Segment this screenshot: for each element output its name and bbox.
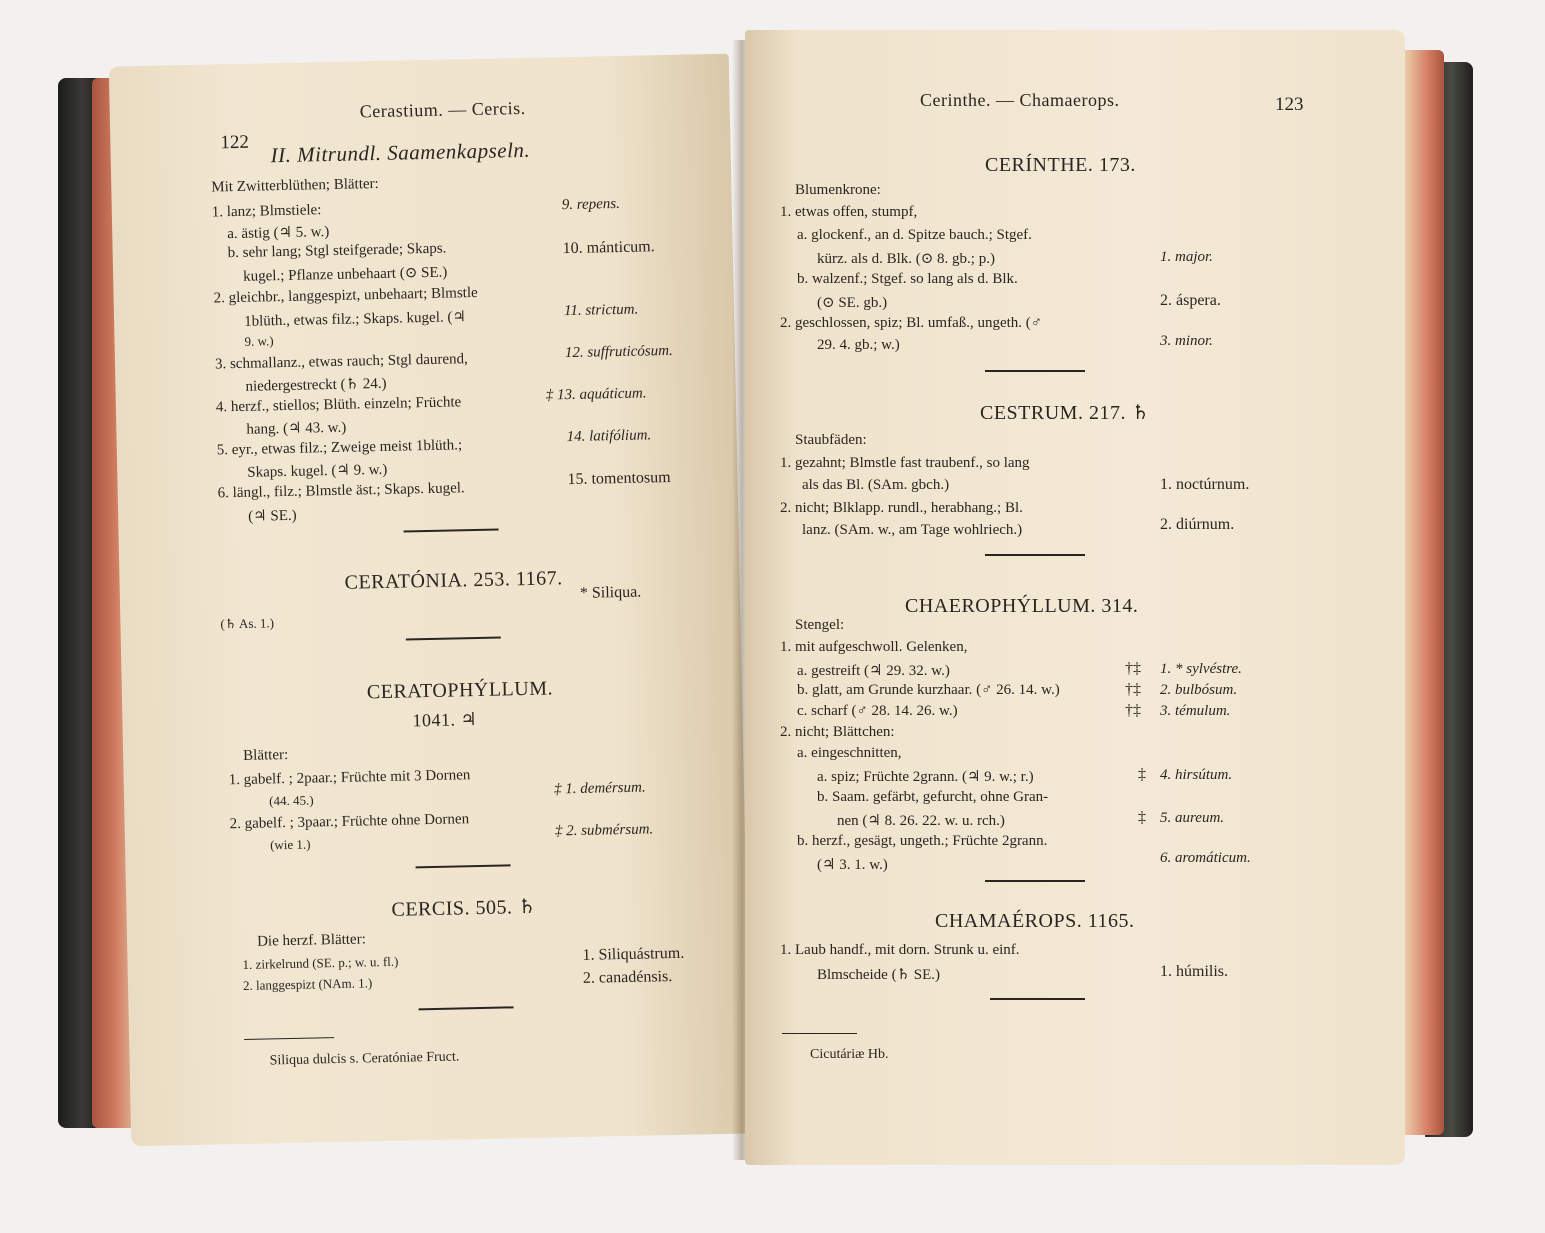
- entry-line: Skaps. kugel. (♃ 9. w.): [247, 461, 388, 481]
- section-title: II. Mitrundl. Saamenkapseln.: [270, 137, 531, 168]
- dagger-mark: †‡: [1125, 660, 1141, 677]
- entry-line: 3. schmallanz., etwas rauch; Stgl daurend,: [214, 351, 468, 373]
- entry-line: (wie 1.): [269, 836, 311, 853]
- species-name: 11. strictum.: [563, 301, 639, 320]
- footnote: Siliqua dulcis s. Ceratóniae Fruct.: [269, 1049, 460, 1069]
- species-name: 15. tomentosum: [567, 468, 671, 489]
- divider: [985, 370, 1085, 372]
- entry-line: niedergestreckt (♄ 24.): [245, 375, 387, 395]
- entry-line: c. scharf (♂ 28. 14. 26. w.): [797, 703, 958, 719]
- entry-line: Blmscheide (♄ SE.): [817, 967, 941, 983]
- entry-line: (♃ 3. 1. w.): [817, 857, 888, 873]
- running-head: Cerinthe. — Chamaerops.: [920, 90, 1120, 110]
- species-name: 2. canadénsis.: [582, 968, 673, 987]
- dagger-mark: ‡: [1138, 766, 1146, 783]
- entry-line: 1. zirkelrund (SE. p.; w. u. fl.): [242, 953, 399, 973]
- footnote-rule: [782, 1033, 857, 1034]
- entry-line: b. Saam. gefärbt, gefurcht, ohne Gran-: [817, 789, 1049, 805]
- running-head: Cerastium. — Cercis.: [359, 97, 526, 122]
- genus-subheading: 1041. ♃: [412, 709, 478, 731]
- entry-line: a. glockenf., an d. Spitze bauch.; Stgef.: [797, 227, 1032, 243]
- dagger-mark: †‡: [1125, 702, 1141, 719]
- genus-heading: CHAMAÉROPS. 1165.: [935, 910, 1135, 932]
- entry-line: a. spiz; Früchte 2grann. (♃ 9. w.; r.): [817, 769, 1034, 785]
- divider: [985, 880, 1085, 882]
- entry-line: kürz. als d. Blk. (⊙ 8. gb.; p.): [817, 251, 995, 267]
- divider: [985, 554, 1085, 556]
- entry-line: (44. 45.): [269, 792, 314, 809]
- entry-line: 1. gezahnt; Blmstle fast traubenf., so lang: [780, 455, 1030, 471]
- species-name: 1. major.: [1160, 249, 1213, 265]
- species-name: 12. suffruticósum.: [564, 342, 673, 362]
- divider: [419, 1006, 514, 1010]
- genus-heading: CHAEROPHÝLLUM. 314.: [905, 595, 1139, 617]
- entry-line: b. walzenf.; Stgef. so lang als d. Blk.: [797, 271, 1018, 287]
- genus-heading: CERÍNTHE. 173.: [985, 154, 1136, 176]
- divider: [406, 637, 501, 641]
- entry-line: a. eingeschnitten,: [797, 745, 902, 761]
- entry-line: 1. etwas offen, stumpf,: [780, 204, 918, 220]
- species-name: * Siliqua.: [579, 583, 642, 602]
- species-name: ‡ 13. aquáticum.: [545, 385, 647, 404]
- species-name: 2. áspera.: [1160, 292, 1221, 309]
- species-name: 10. mánticum.: [562, 238, 655, 258]
- intro-line: Blumenkrone:: [795, 182, 881, 198]
- entry-line: a. ästig (♃ 5. w.): [227, 224, 330, 243]
- divider: [990, 998, 1085, 1000]
- entry-line: 29. 4. gb.; w.): [817, 337, 900, 353]
- entry-line: (♄ As. 1.): [220, 615, 275, 632]
- entry-line: lanz. (SAm. w., am Tage wohlriech.): [802, 522, 1023, 538]
- entry-line: kugel.; Pflanze unbehaart (⊙ SE.): [243, 264, 448, 285]
- species-name: 6. aromáticum.: [1160, 850, 1251, 866]
- entry-line: 4. herzf., stiellos; Blüth. einzeln; Früchte: [215, 394, 462, 416]
- species-name: 9. repens.: [561, 195, 621, 214]
- species-name: 1. * sylvéstre.: [1160, 661, 1242, 677]
- species-name: 2. bulbósum.: [1160, 682, 1238, 698]
- divider: [404, 529, 499, 533]
- entry-line: 1blüth., etwas filz.; Skaps. kugel. (♃: [243, 309, 467, 330]
- entry-line: hang. (♃ 43. w.): [246, 419, 347, 438]
- entry-line: 6. längl., filz.; Blmstle äst.; Skaps. kugel.: [217, 480, 465, 502]
- intro-line: Staubfäden:: [795, 432, 867, 448]
- entry-line: 2. langgespizt (NAm. 1.): [242, 975, 373, 993]
- species-name: 5. aureum.: [1160, 810, 1225, 826]
- species-name: 2. diúrnum.: [1160, 516, 1235, 533]
- species-name: 1. húmilis.: [1160, 963, 1229, 980]
- species-name: 1. Siliquástrum.: [582, 944, 685, 964]
- entry-line: 1. mit aufgeschwoll. Gelenken,: [780, 639, 968, 655]
- species-name: 4. hirsútum.: [1160, 767, 1233, 783]
- genus-heading: CERATÓNIA. 253. 1167.: [344, 567, 563, 594]
- species-name: ‡ 2. submérsum.: [554, 821, 654, 840]
- genus-heading: CERATOPHÝLLUM.: [366, 677, 554, 704]
- entry-line: 9. w.): [244, 333, 274, 349]
- entry-line: nen (♃ 8. 26. 22. w. u. rch.): [837, 813, 1005, 829]
- entry-line: 5. eyr., etwas filz.; Zweige meist 1blüth.;: [216, 437, 463, 459]
- entry-line: 1. lanz; Blmstiele:: [211, 202, 322, 221]
- page-number: 122: [220, 131, 250, 154]
- divider: [416, 864, 511, 868]
- entry-line: als das Bl. (SAm. gbch.): [802, 477, 950, 493]
- entry-line: b. glatt, am Grunde kurzhaar. (♂ 26. 14. w.): [797, 682, 1060, 698]
- intro-line: Stengel:: [795, 617, 845, 633]
- entry-line: 1. Laub handf., mit dorn. Strunk u. einf.: [780, 942, 1020, 958]
- species-name: 3. minor.: [1160, 333, 1213, 349]
- intro-line: Die herzf. Blätter:: [256, 931, 366, 950]
- entry-line: 2. gleichbr., langgespizt, unbehaart; Blmstle: [213, 284, 478, 307]
- entry-line: b. herzf., gesägt, ungeth.; Früchte 2grann.: [797, 833, 1048, 849]
- entry-line: b. sehr lang; Stgl steifgerade; Skaps.: [227, 240, 447, 262]
- intro-line: Blätter:: [243, 747, 289, 764]
- entry-line: 2. geschlossen, spiz; Bl. umfaß., ungeth. (♂: [780, 315, 1043, 331]
- species-name: 3. témulum.: [1160, 703, 1231, 719]
- page-number: 123: [1275, 94, 1304, 115]
- right-page: [745, 30, 1405, 1165]
- genus-heading: CESTRUM. 217. ♄: [980, 402, 1150, 424]
- genus-heading: CERCIS. 505. ♄: [391, 895, 537, 921]
- species-name: 1. noctúrnum.: [1160, 476, 1250, 493]
- intro-line: Mit Zwitterblüthen; Blätter:: [211, 175, 379, 196]
- footnote-rule: [244, 1037, 334, 1040]
- entry-line: 2. gabelf. ; 3paar.; Früchte ohne Dornen: [229, 811, 470, 833]
- footnote: Cicutáriæ Hb.: [810, 1047, 889, 1062]
- entry-line: 2. nicht; Blättchen:: [780, 724, 895, 740]
- entry-line: (⊙ SE. gb.): [817, 295, 888, 311]
- left-page: [109, 54, 751, 1147]
- dagger-mark: ‡: [1138, 809, 1146, 826]
- species-name: ‡ 1. demérsum.: [553, 779, 646, 798]
- entry-line: 2. nicht; Blklapp. rundl., herabhang.; Bl.: [780, 500, 1023, 516]
- dagger-mark: †‡: [1125, 681, 1141, 698]
- species-name: 14. latifólium.: [566, 427, 652, 446]
- entry-line: 1. gabelf. ; 2paar.; Früchte mit 3 Dornen: [228, 767, 471, 789]
- entry-line: (♃ SE.): [248, 507, 297, 525]
- entry-line: a. gestreift (♃ 29. 32. w.): [797, 663, 950, 679]
